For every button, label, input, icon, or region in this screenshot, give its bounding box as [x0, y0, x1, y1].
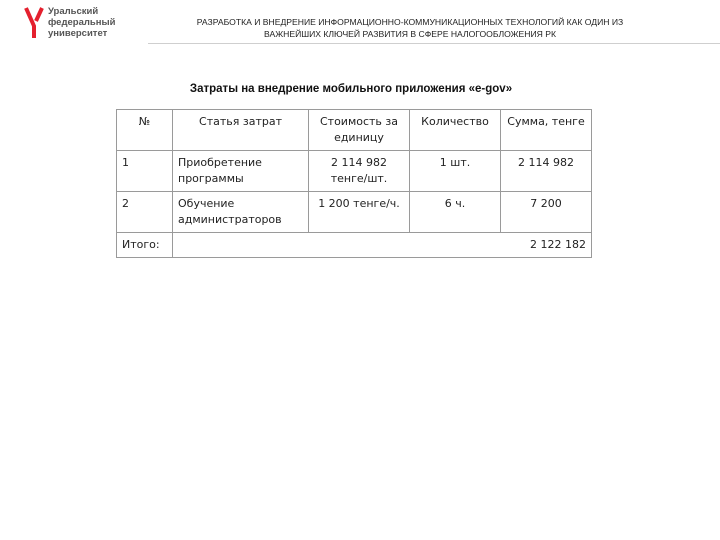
header-price: Стоимость за единицу [309, 110, 410, 151]
urfu-logo-mark-icon [24, 6, 44, 40]
table-row [117, 192, 592, 233]
row-num: 2 [117, 192, 173, 233]
total-value: 2 122 182 [173, 233, 592, 258]
header-item: Статья затрат [173, 110, 309, 151]
row-price: 2 114 982 тенге/шт. [309, 151, 410, 192]
row-item: Обучение администраторов [173, 192, 309, 233]
header-divider [148, 43, 720, 44]
row-qty: 6 ч. [410, 192, 501, 233]
table-title: Затраты на внедрение мобильного приложения «e-gov» [189, 83, 513, 95]
row-sum: 7 200 [501, 192, 592, 233]
logo-line-3: университет [48, 28, 108, 39]
logo-line-2: федеральный [48, 17, 116, 28]
table-header-row [117, 110, 592, 151]
row-item: Приобретение программы [173, 151, 309, 192]
header-qty: Количество [410, 110, 501, 151]
header-num: № [117, 110, 173, 151]
row-num: 1 [117, 151, 173, 192]
row-qty: 1 шт. [410, 151, 501, 192]
urfu-logo-text [48, 6, 115, 39]
row-sum: 2 114 982 [501, 151, 592, 192]
header-line-1: РАЗРАБОТКА И ВНЕДРЕНИЕ ИНФОРМАЦИОННО-КОММУНИКАЦИОННЫХ ТЕХНОЛОГИЙ КАК ОДИН ИЗ [196, 17, 624, 27]
header-line-2: ВАЖНЕЙШИХ КЛЮЧЕЙ РАЗВИТИЯ В СФЕРЕ НАЛОГООБЛОЖЕНИЯ РК [264, 29, 556, 39]
logo-line-1: Уральский [48, 6, 99, 17]
costs-table [116, 109, 592, 258]
row-price: 1 200 тенге/ч. [309, 192, 410, 233]
table-row [117, 151, 592, 192]
urfu-logo [24, 6, 144, 46]
table-total-row [117, 233, 592, 258]
total-label: Итого: [117, 233, 173, 258]
slide-header-title [150, 16, 670, 40]
header-sum: Сумма, тенге [501, 110, 592, 151]
